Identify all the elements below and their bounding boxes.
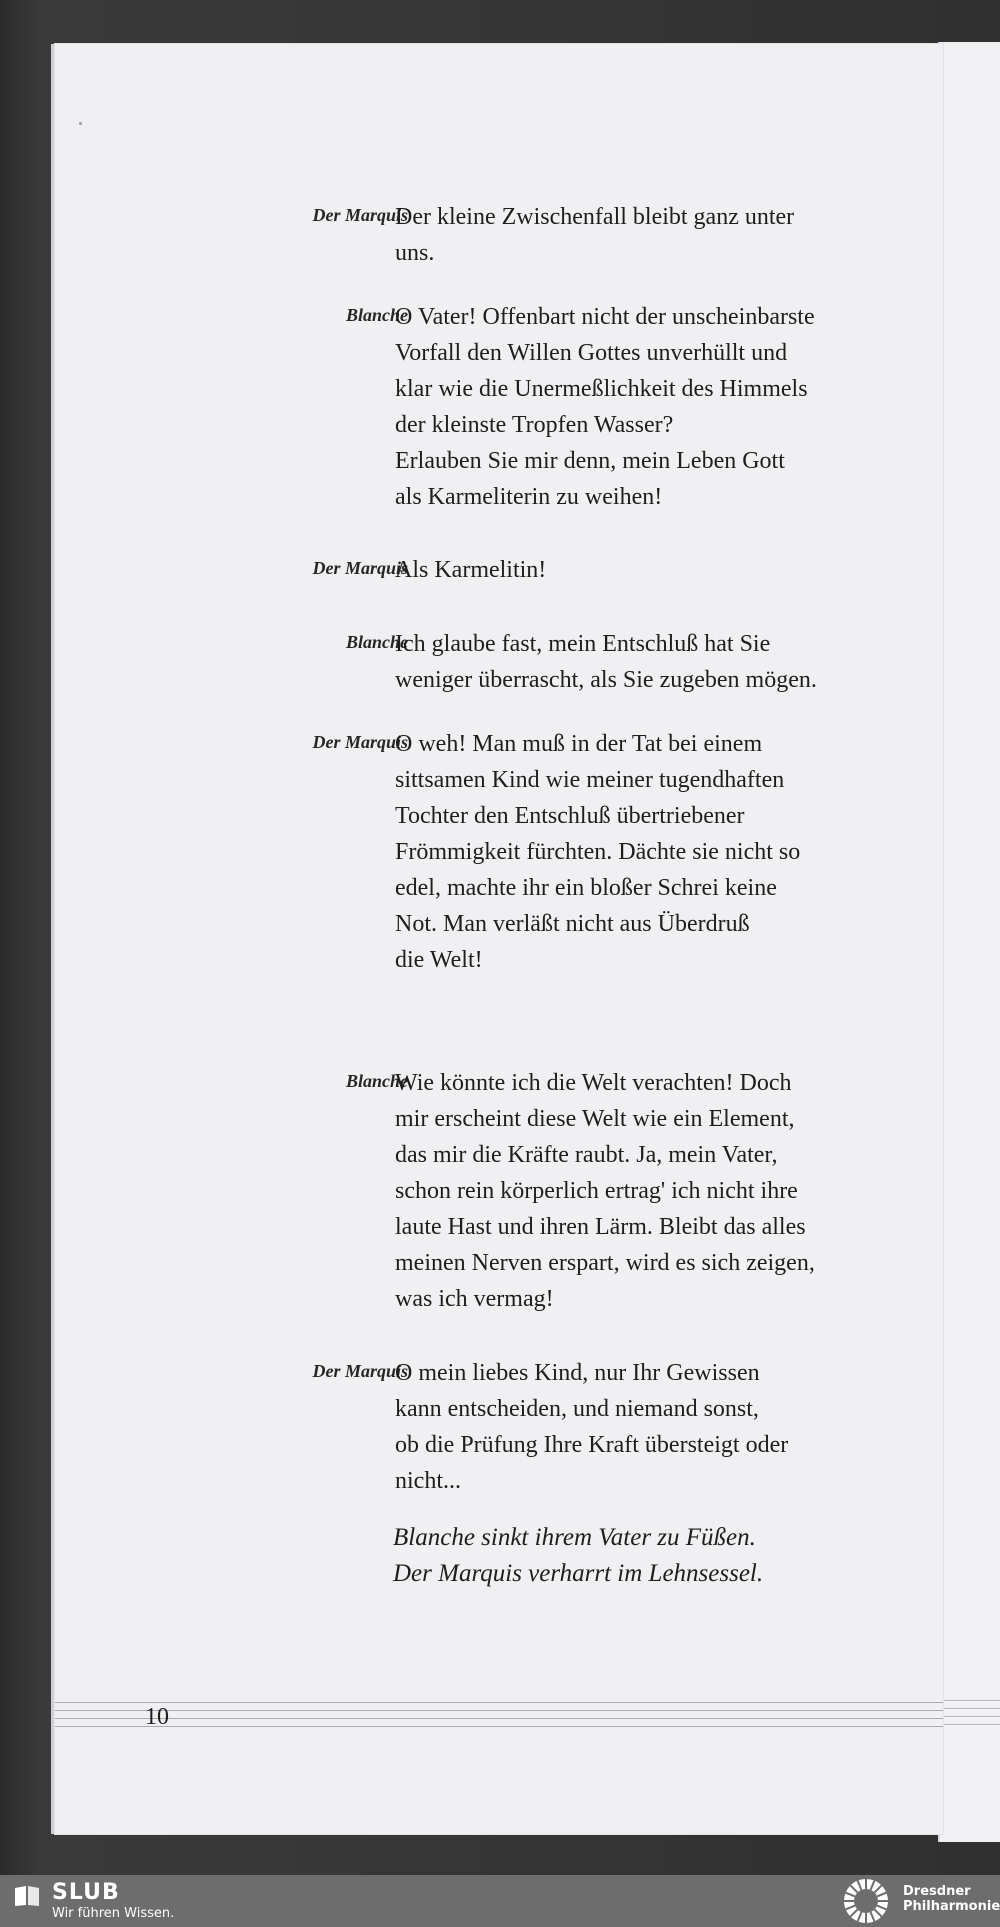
speaker-name: Blanche [345, 305, 408, 325]
speaker-name: Der Marquis [312, 732, 408, 752]
speaker-name: Der Marquis [312, 1361, 408, 1381]
speech-text: Ich glaube fast, mein Entschluß hat Sie weniger überrascht, als Sie zugeben mögen. [395, 631, 817, 693]
speaker-name: Blanche [345, 632, 408, 652]
library-name: SLUB [52, 1880, 120, 1905]
adjacent-page-edge [938, 42, 1000, 1842]
page-number: 10 [145, 1704, 169, 1730]
library-tagline: Wir führen Wissen. [52, 1906, 175, 1921]
partner-name: Dresdner Philharmonie [903, 1884, 1000, 1914]
philharmonie-sunburst-icon [843, 1878, 889, 1924]
speaker-name: Blanche [345, 1071, 408, 1091]
speech-text: O mein liebes Kind, nur Ihr Gewissen kann entscheiden, und niemand sonst, ob die Prüfung Ihre Kraft übersteigt oder nicht... [395, 1360, 789, 1494]
speaker-name: Der Marquis [312, 558, 408, 578]
viewer-footer-bar [0, 1875, 1000, 1927]
slub-book-icon [14, 1885, 40, 1907]
document-page [55, 44, 943, 1834]
speech-text: O Vater! Offenbart nicht der unscheinbarste Vorfall den Willen Gottes unverhüllt und klar wie die Unermeßlichkeit des Himmels der kleinste Tropfen Wasser? Erlauben Sie mir denn, mein Leben Gott als Karmeliterin zu weihen! [395, 304, 815, 510]
speech-text: Der kleine Zwischenfall bleibt ganz unter uns. [395, 204, 795, 266]
page-speck [79, 122, 82, 125]
stage-direction: Blanche sinkt ihrem Vater zu Füßen. Der Marquis verharrt im Lehnsessel. [393, 1524, 764, 1587]
footer-rules [55, 1700, 943, 1740]
speaker-name: Der Marquis [312, 205, 408, 225]
speech-text: Wie könnte ich die Welt verachten! Doch mir erscheint diese Welt wie ein Element, das mir die Kräfte raubt. Ja, mein Vater, schon rein körperlich ertrag' ich nicht ihre laute Hast und ihren Lärm. Bleibt das alles meinen Nerven erspart, wird es sich zeigen, was ich vermag! [395, 1070, 815, 1312]
speech-text: O weh! Man muß in der Tat bei einem sittsamen Kind wie meiner tugendhaften Tochter den Entschluß übertriebener Frömmigkeit fürchten. Dächte sie nicht so edel, machte ihr ein bloßer Schrei keine Not. Man verläßt nicht aus Überdruß die Welt! [395, 731, 801, 973]
speech-text: Als Karmelitin! [395, 557, 547, 583]
